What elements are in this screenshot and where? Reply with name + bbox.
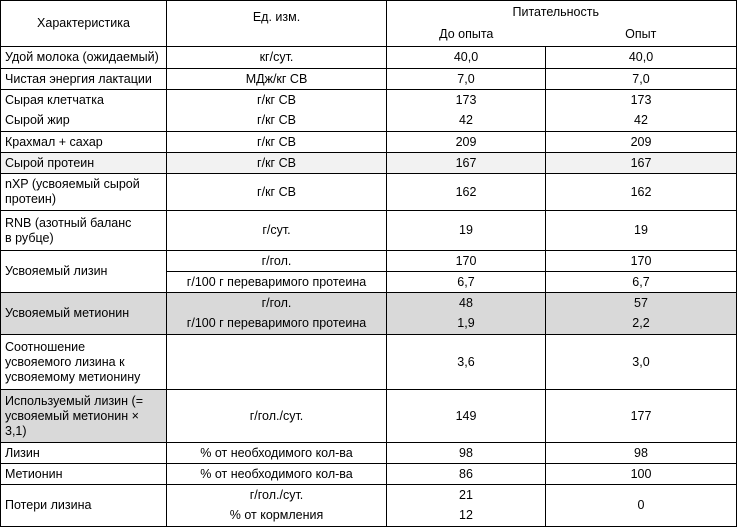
row-unit: кг/сут.: [167, 47, 387, 69]
row-before: 170: [387, 251, 546, 272]
row-exp: 42: [546, 111, 737, 132]
row-name: Усвояемый лизин: [1, 251, 167, 293]
row-unit: г/гол./сут.: [167, 390, 387, 443]
row-before: 1,9: [387, 314, 546, 335]
table-row: [1, 443, 737, 464]
row-name: [1, 390, 167, 443]
row-before: 167: [387, 153, 546, 174]
row-exp: 177: [546, 390, 737, 443]
row-exp: 7,0: [546, 69, 737, 90]
row-before: 162: [387, 174, 546, 211]
row-exp: 100: [546, 464, 737, 485]
table-row: [1, 132, 737, 153]
row-name: Сырой жир: [1, 111, 167, 132]
row-exp: 57: [546, 293, 737, 314]
row-before: 19: [387, 211, 546, 251]
row-name-text: Соотношение усвояемого лизина к усвояемому метионину: [5, 339, 141, 384]
row-name: nXP (усвояемый сырой протеин): [1, 174, 167, 211]
row-exp: 2,2: [546, 314, 737, 335]
row-name: [1, 335, 167, 390]
table-row: [1, 47, 737, 69]
row-before: 3,6: [387, 335, 546, 390]
row-before: 42: [387, 111, 546, 132]
table-row: [1, 69, 737, 90]
table-row: [1, 153, 737, 174]
row-name: Чистая энергия лактации: [1, 69, 167, 90]
row-name-text: Используемый лизин (= усвояемый метионин × 3,1): [5, 393, 144, 438]
header-unit: Ед. изм.: [167, 1, 387, 47]
row-exp: 173: [546, 90, 737, 111]
row-name: Сырая клетчатка: [1, 90, 167, 111]
row-name: Крахмал + сахар: [1, 132, 167, 153]
table-row: [1, 211, 737, 251]
row-unit: г/100 г переваримого протеина: [167, 272, 387, 293]
row-exp: 3,0: [546, 335, 737, 390]
row-unit: г/сут.: [167, 211, 387, 251]
row-unit: г/кг СВ: [167, 111, 387, 132]
table-row: [1, 90, 737, 111]
table-row: [1, 251, 737, 272]
row-name: Метионин: [1, 464, 167, 485]
row-exp: 40,0: [546, 47, 737, 69]
table-row: [1, 390, 737, 443]
row-unit: % от необходимого кол-ва: [167, 464, 387, 485]
row-exp: 98: [546, 443, 737, 464]
row-unit: [167, 335, 387, 390]
table-row: [1, 174, 737, 211]
row-before: 48: [387, 293, 546, 314]
row-before: 12: [387, 506, 546, 527]
row-before: 7,0: [387, 69, 546, 90]
table-row: [1, 464, 737, 485]
table-row: [1, 335, 737, 390]
row-name: [1, 211, 167, 251]
row-exp: 162: [546, 174, 737, 211]
row-before: 6,7: [387, 272, 546, 293]
header-before: До опыта: [387, 24, 546, 47]
header-characteristic: Характеристика: [1, 1, 167, 47]
row-name: Потери лизина: [1, 485, 167, 527]
row-before: 173: [387, 90, 546, 111]
table-row: [1, 485, 737, 506]
row-exp: 170: [546, 251, 737, 272]
row-exp: 6,7: [546, 272, 737, 293]
header-nutrition-right: [512, 1, 737, 24]
row-before: 21: [387, 485, 546, 506]
row-exp: 167: [546, 153, 737, 174]
row-before: 40,0: [387, 47, 546, 69]
row-before: 98: [387, 443, 546, 464]
row-before: 209: [387, 132, 546, 153]
row-unit: г/кг СВ: [167, 174, 387, 211]
row-unit: % от кормления: [167, 506, 387, 527]
row-name: Удой молока (ожидаемый): [1, 47, 167, 69]
row-exp: 0: [546, 485, 737, 527]
row-unit: г/кг СВ: [167, 132, 387, 153]
row-name: Усвояемый метионин: [1, 293, 167, 335]
row-unit: % от необходимого кол-ва: [167, 443, 387, 464]
row-unit: г/гол./сут.: [167, 485, 387, 506]
row-name: Сырой протеин: [1, 153, 167, 174]
table-row: [1, 293, 737, 314]
row-before: 86: [387, 464, 546, 485]
row-name-text: RNB (азотный баланс в рубце): [5, 215, 132, 245]
table-row: [1, 111, 737, 132]
row-unit: г/гол.: [167, 293, 387, 314]
header-nutrition: Питательность: [512, 4, 599, 19]
row-unit: г/кг СВ: [167, 90, 387, 111]
row-exp: 209: [546, 132, 737, 153]
header-experiment: Опыт: [546, 24, 737, 47]
row-before: 149: [387, 390, 546, 443]
row-unit: МДж/кг СВ: [167, 69, 387, 90]
row-name: Лизин: [1, 443, 167, 464]
row-unit: г/100 г переваримого протеина: [167, 314, 387, 335]
row-unit: г/гол.: [167, 251, 387, 272]
row-exp: 19: [546, 211, 737, 251]
row-unit: г/кг СВ: [167, 153, 387, 174]
